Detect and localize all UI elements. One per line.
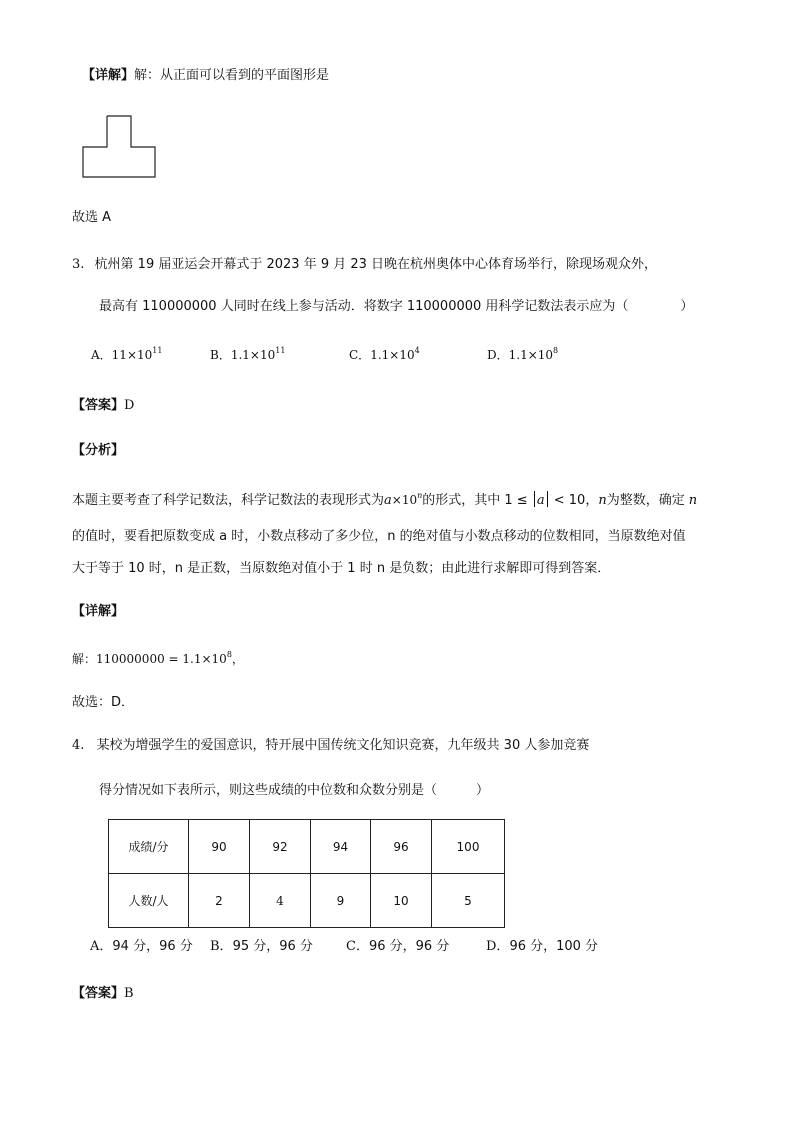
q3-option-d-exp: 8 — [553, 346, 559, 355]
q3-answer-value: D — [124, 398, 135, 413]
detail-heading — [82, 66, 329, 86]
q4-number: 4. — [72, 738, 85, 753]
q4-line2: 得分情况如下表所示，则这些成绩的中位数和众数分别是（ ） — [99, 783, 490, 798]
q3-option-c-label: C． — [349, 348, 371, 362]
q3-analysis-label: 【分析】 — [72, 443, 125, 458]
q3-solution-text: 解：110000000 = 1.1×10 — [72, 652, 227, 666]
q4-option-c-text: 96 分，96 分 — [368, 939, 450, 954]
q3-option-a-mantissa: 11×10 — [111, 348, 153, 362]
abs-bar-left — [534, 491, 535, 507]
table-cell: 92 — [250, 820, 311, 874]
q4-answer-value: B — [124, 986, 134, 1001]
table-row — [109, 874, 505, 928]
q3-detail-label: 【详解】 — [72, 604, 125, 619]
q4-option-b — [210, 937, 313, 957]
table-cell: 96 — [371, 820, 432, 874]
q4-line1 — [72, 736, 589, 756]
q3-choose: 故选：D． — [72, 695, 135, 710]
q3-option-c — [349, 345, 420, 365]
q3-option-d-label: D． — [487, 348, 509, 362]
q3-answer — [72, 396, 134, 416]
q4-option-a-label: A． — [90, 939, 113, 954]
q4-option-a — [90, 937, 193, 957]
q4-option-d-label: D． — [486, 939, 510, 954]
q3-analysis1-n: n — [598, 493, 607, 508]
q3-analysis1-c: < 10， — [553, 493, 599, 508]
q3-solution — [72, 649, 244, 669]
q3-number: 3. — [72, 257, 85, 272]
table-cell: 5 — [432, 874, 505, 928]
q3-abs-a: a — [536, 493, 545, 508]
q3-analysis-line2: 的值时，要看把原数变成 a 时，小数点移动了多少位，n 的绝对值与小数点移动的位数相同，当原数绝对值 — [72, 529, 686, 544]
q3-option-c-exp: 4 — [414, 346, 420, 355]
table-cell: 2 — [189, 874, 250, 928]
q3-solution-exp: 8 — [226, 650, 232, 659]
table-cell: 94 — [311, 820, 371, 874]
table-cell: 成绩/分 — [109, 820, 189, 874]
table-cell: 4 — [250, 874, 311, 928]
q4-answer-label: 【答案】 — [72, 986, 125, 1001]
q4-option-c-label: C． — [346, 939, 369, 954]
table-cell: 人数/人 — [109, 874, 189, 928]
front-view-figure — [82, 115, 158, 179]
q3-option-a-label: A． — [91, 348, 112, 362]
q3-option-b-label: B． — [210, 348, 231, 362]
table-row — [109, 820, 505, 874]
q3-analysis1-a: 本题主要考查了科学记数法，科学记数法的表现形式为 — [72, 493, 385, 508]
q3-line1 — [72, 255, 657, 275]
q3-line1-text: 杭州第 19 届亚运会开幕式于 2023 年 9 月 23 日晚在杭州奥体中心体育场举行，除现场观众外， — [94, 257, 658, 272]
table-cell: 9 — [311, 874, 371, 928]
table-cell: 100 — [432, 820, 505, 874]
q3-option-a-exp: 11 — [152, 346, 163, 355]
q4-option-d — [486, 937, 598, 957]
q3-analysis-line1 — [72, 490, 697, 511]
table-cell: 10 — [371, 874, 432, 928]
q3-option-b-mantissa: 1.1×10 — [230, 348, 276, 362]
abs-bar-right — [547, 491, 548, 507]
table-cell: 90 — [189, 820, 250, 874]
q4-option-b-label: B． — [210, 939, 233, 954]
q3-answer-label: 【答案】 — [72, 398, 125, 413]
q4-answer — [72, 984, 134, 1004]
q3-formula-times: ×10 — [391, 493, 418, 507]
q3-option-d — [487, 345, 558, 365]
q3-option-c-mantissa: 1.1×10 — [370, 348, 415, 362]
q3-option-d-mantissa: 1.1×10 — [508, 348, 554, 362]
q3-analysis-line3: 大于等于 10 时，n 是正数，当原数绝对值小于 1 时 n 是负数；由此进行求解即可得到答案． — [72, 561, 611, 576]
q3-analysis1-d: 为整数，确定 — [606, 493, 685, 508]
q3-option-b — [210, 345, 285, 365]
q3-option-b-exp: 11 — [275, 346, 286, 355]
q3-solution-end: ， — [231, 652, 244, 666]
q4-option-a-text: 94 分，96 分 — [112, 939, 193, 954]
score-table — [108, 819, 505, 928]
q4-option-b-text: 95 分，96 分 — [232, 939, 313, 954]
q3-analysis1-b: 的形式，其中 1 ≤ — [422, 493, 528, 508]
detail-label: 【详解】 — [82, 68, 135, 83]
detail-text: 解：从正面可以看到的平面图形是 — [134, 68, 330, 83]
q3-option-a — [91, 345, 162, 365]
q4-option-c — [346, 937, 449, 957]
q4-line1-text: 某校为增强学生的爱国意识，特开展中国传统文化知识竞赛，九年级共 30 人参加竞赛 — [96, 738, 590, 753]
q3-formula-n: n — [417, 491, 423, 500]
choose-a: 故选 A — [72, 210, 112, 225]
q3-analysis1-n2: n — [688, 493, 698, 508]
q3-formula-a: a — [384, 493, 392, 508]
q3-line2: 最高有 110000000 人同时在线上参与活动．将数字 110000000 用科学记数法表示应为（ ） — [99, 299, 694, 314]
q4-option-d-text: 96 分，100 分 — [509, 939, 599, 954]
